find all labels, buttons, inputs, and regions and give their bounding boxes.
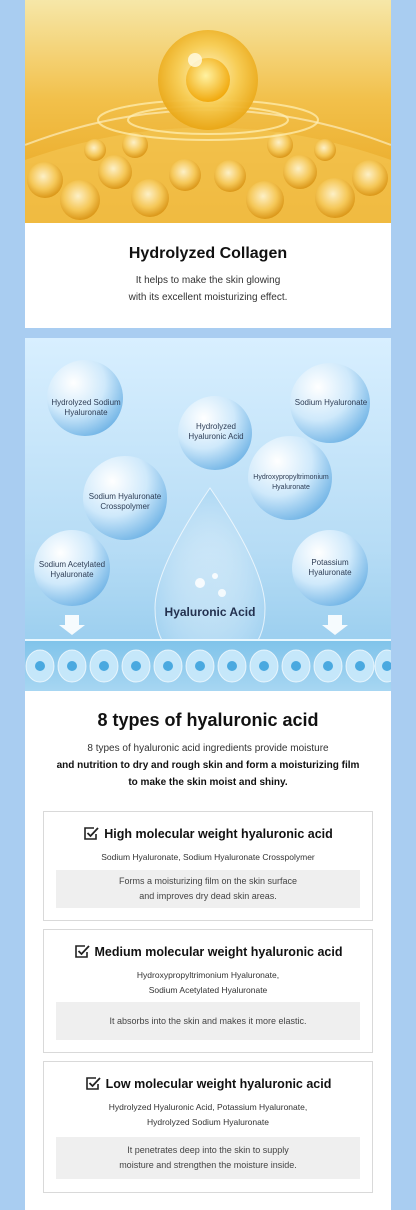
card-effect-box xyxy=(56,870,360,908)
card-effect-line: moisture and strengthen the moisture inside. xyxy=(119,1160,297,1170)
bubble-label-line: Potassium xyxy=(311,558,349,567)
bubble-hydroxypropyltrimonium-hyaluronate xyxy=(250,473,332,493)
collagen-title: Hydrolyzed Collagen xyxy=(128,245,288,262)
checkbox-icon xyxy=(85,1076,101,1091)
card-title-text: Medium molecular weight hyaluronic acid xyxy=(94,945,343,959)
card-ingredient-line: Hydrolyzed Hyaluronic Acid, Potassium Hyaluronate, xyxy=(108,1102,308,1112)
medium-molecular-card xyxy=(43,929,373,1053)
checkbox-icon xyxy=(83,826,99,841)
bubble-hydrolyzed-hyaluronic-acid xyxy=(180,422,252,442)
card-effect-line: and improves dry dead skin areas. xyxy=(139,891,277,901)
collagen-description xyxy=(25,272,391,306)
card-ingredient-line: Hydrolyzed Sodium Hyaluronate xyxy=(147,1117,269,1127)
bubble-label-line: Sodium Hyaluronate xyxy=(294,398,368,407)
collagen-illustration xyxy=(25,0,391,223)
bubble-label-line: Hyaluronic Acid xyxy=(188,432,244,441)
bubble-hydrolyzed-sodium-hyaluronate xyxy=(45,398,127,418)
bubble-potassium-hyaluronate xyxy=(292,558,368,578)
low-molecular-card-title xyxy=(44,1076,372,1091)
card-ingredient-line: Sodium Hyaluronate, Sodium Hyaluronate Crosspolymer xyxy=(101,852,315,862)
hyaluronic-panel xyxy=(25,338,391,1210)
bubble-label-line: Sodium Hyaluronate xyxy=(88,492,162,501)
card-ingredients xyxy=(44,1100,372,1130)
collagen-panel xyxy=(25,0,391,328)
card-ingredient-line: Sodium Acetylated Hyaluronate xyxy=(148,985,268,995)
card-title-text: High molecular weight hyaluronic acid xyxy=(104,827,333,841)
hyaluronic-description xyxy=(25,740,391,791)
hyaluronic-desc-line-2: and nutrition to dry and rough skin and form a moisturizing film xyxy=(56,760,360,771)
hyaluronic-acid-label: Hyaluronic Acid xyxy=(164,605,256,619)
bubble-label-line: Hydroxypropyltrimonium xyxy=(253,474,329,481)
bubble-label-line: Hyaluronate xyxy=(308,568,352,577)
bubble-label-line: Hyaluronate xyxy=(50,570,94,579)
card-effect-line: It penetrates deep into the skin to supply xyxy=(127,1145,289,1155)
bubble-label-line: Hydrolyzed Sodium xyxy=(51,398,121,407)
card-effect-line: Forms a moisturizing film on the skin surface xyxy=(118,876,298,886)
high-molecular-card-title xyxy=(44,826,372,841)
bubble-sodium-hyaluronate-crosspolymer xyxy=(83,492,167,512)
card-ingredient-line: Hydroxypropyltrimonium Hyaluronate, xyxy=(136,970,280,980)
hyaluronic-desc-line-1: 8 types of hyaluronic acid ingredients provide moisture xyxy=(87,743,329,754)
hyaluronic-title: 8 types of hyaluronic acid xyxy=(97,710,319,730)
high-molecular-card xyxy=(43,811,373,921)
bubble-sodium-hyaluronate xyxy=(290,398,372,408)
hyaluronic-illustration xyxy=(25,338,391,691)
low-molecular-card xyxy=(43,1061,373,1193)
card-ingredients xyxy=(44,850,372,865)
card-effect-line: It absorbs into the skin and makes it more elastic. xyxy=(109,1015,307,1026)
bubble-sodium-acetylated-hyaluronate xyxy=(34,560,110,580)
bubble-label-line: Hyaluronate xyxy=(272,484,310,491)
bubble-label-line: Crosspolymer xyxy=(100,502,150,511)
card-title-text: Low molecular weight hyaluronic acid xyxy=(105,1077,332,1091)
card-effect-box xyxy=(56,1137,360,1179)
collagen-desc-line-2: with its excellent moisturizing effect. xyxy=(128,292,288,303)
checkbox-icon xyxy=(74,944,90,959)
card-effect-box xyxy=(56,1002,360,1040)
collagen-desc-line-1: It helps to make the skin glowing xyxy=(135,275,281,286)
bubble-label-line: Sodium Acetylated xyxy=(38,560,106,569)
medium-molecular-card-title xyxy=(44,944,372,959)
bubble-label-line: Hydrolyzed xyxy=(195,422,236,431)
card-ingredients xyxy=(44,968,372,998)
bubble-label-line: Hyaluronate xyxy=(64,408,108,417)
hyaluronic-desc-line-3: to make the skin moist and shiny. xyxy=(128,777,288,788)
